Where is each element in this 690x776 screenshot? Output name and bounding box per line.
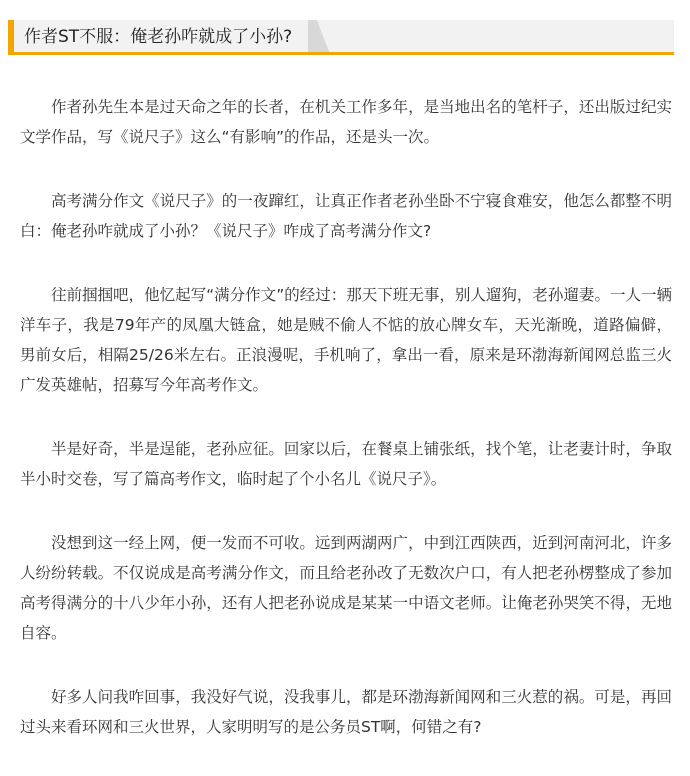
header-underline — [8, 52, 674, 55]
paragraph: 没想到这一经上网，便一发而不可收。远到两湖两广，中到江西陕西，近到河南河北，许多人纷纷转载。不仅说成是高考满分作文，而且给老孙改了无数次户口，有人把老孙楞整成了参加高考得满分的十八少年小孙，还有人把老孙说成是某某一中语文老师。让俺老孙哭笑不得，无地自容。 — [20, 534, 672, 642]
header-tab-decoration — [308, 20, 330, 54]
paragraph: 半是好奇，半是逞能，老孙应征。回家以后，在餐桌上铺张纸，找个笔，让老妻计时，争取半小时交卷，写了篇高考作文，临时起了个小名儿《说尺子》。 — [20, 440, 672, 488]
header-title: 作者ST不服：俺老孙咋就成了小孙? — [24, 27, 293, 47]
paragraph: 作者孙先生本是过天命之年的长者，在机关工作多年，是当地出名的笔杆子，还出版过纪实文学作品，写《说尺子》这么“有影响”的作品，还是头一次。 — [20, 98, 672, 146]
header-accent-bar — [8, 20, 14, 54]
article-body — [20, 92, 672, 776]
paragraph: 好多人问我咋回事，我没好气说，没我事儿，都是环渤海新闻网和三火惹的祸。可是，再回过头来看环网和三火世界，人家明明写的是公务员ST啊，何错之有? — [20, 688, 672, 736]
section-header — [8, 20, 674, 54]
paragraph: 往前掴掴吧，他忆起写“满分作文”的经过：那天下班无事，别人遛狗，老孙遛妻。一人一辆洋车子，我是79年产的凤凰大链盒，她是贼不偷人不惦的放心牌女车，天光渐晚，道路偏僻，男前女后，相隔25/26米左右。正浪漫呢，手机响了，拿出一看，原来是环渤海新闻网总监三火广发英雄帖，招募写今年高考作文。 — [20, 286, 672, 394]
paragraph: 高考满分作文《说尺子》的一夜蹿红，让真正作者老孙坐卧不宁寝食难安，他怎么都整不明白：俺老孙咋就成了小孙？《说尺子》咋成了高考满分作文? — [20, 192, 672, 240]
